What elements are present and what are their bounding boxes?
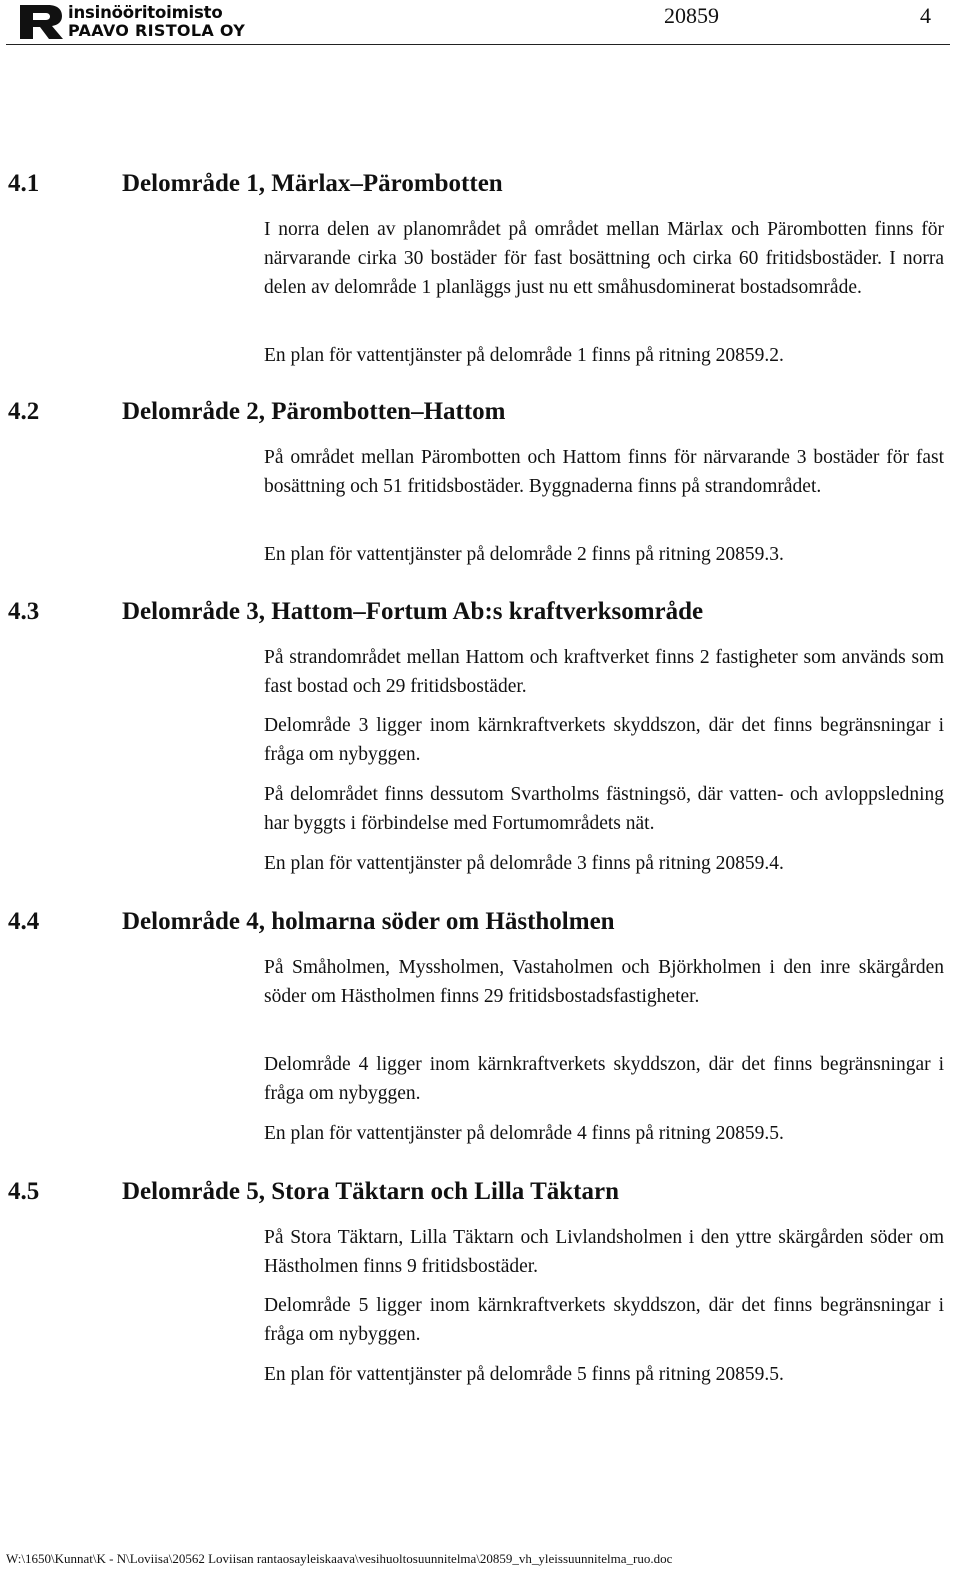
section-number: 4.1 bbox=[8, 170, 40, 197]
paragraph: Delområde 5 ligger inom kärnkraftverkets skyddszon, där det finns begränsningar i fråga om nybyggen. bbox=[264, 1295, 944, 1345]
paragraph: På området mellan Pärombotten och Hattom finns för närvarande 3 bostäder för fast bosättning och 51 fritidsbostäder. Byggnaderna finns på strandområdet. bbox=[264, 447, 944, 497]
section-heading: Delområde 1, Märlax–Pärombotten bbox=[122, 170, 503, 197]
section-number: 4.5 bbox=[8, 1178, 40, 1205]
page-header bbox=[0, 0, 960, 50]
paragraph: En plan för vattentjänster på delområde 1 finns på ritning 20859.2. bbox=[264, 345, 784, 366]
logo-r-mark-icon bbox=[18, 4, 64, 40]
section-heading: Delområde 2, Pärombotten–Hattom bbox=[122, 398, 506, 425]
paragraph: En plan för vattentjänster på delområde 2 finns på ritning 20859.3. bbox=[264, 544, 784, 565]
section-number: 4.4 bbox=[8, 908, 40, 935]
section-heading: Delområde 4, holmarna söder om Hästholmen bbox=[122, 908, 615, 935]
paragraph: På Småholmen, Myssholmen, Vastaholmen och Björkholmen i den inre skärgården söder om Hästholmen finns 29 fritidsbostadsfastigheter. bbox=[264, 957, 944, 1007]
footer-file-path: W:\1650\Kunnat\K - N\Loviisa\20562 Loviisan rantaosayleiskaava\vesihuoltosuunnitelma\20859_vh_yleissuunnitelma_ruo.doc bbox=[6, 1551, 673, 1566]
paragraph: På delområdet finns dessutom Svartholms fästningsö, där vatten- och avloppsledning har byggts i förbindelse med Fortumområdets nät. bbox=[264, 784, 944, 834]
paragraph: En plan för vattentjänster på delområde 3 finns på ritning 20859.4. bbox=[264, 853, 784, 874]
paragraph: Delområde 3 ligger inom kärnkraftverkets skyddszon, där det finns begränsningar i fråga om nybyggen. bbox=[264, 715, 944, 765]
paragraph: Delområde 4 ligger inom kärnkraftverkets skyddszon, där det finns begränsningar i fråga om nybyggen. bbox=[264, 1054, 944, 1104]
section-heading: Delområde 3, Hattom–Fortum Ab:s kraftverksområde bbox=[122, 598, 704, 625]
header-divider bbox=[6, 44, 950, 45]
company-logo bbox=[18, 2, 278, 42]
paragraph: En plan för vattentjänster på delområde 4 finns på ritning 20859.5. bbox=[264, 1123, 784, 1144]
section-number: 4.3 bbox=[8, 598, 40, 625]
document-number: 20859 bbox=[664, 3, 719, 28]
section-number: 4.2 bbox=[8, 398, 40, 425]
paragraph: I norra delen av planområdet på området mellan Märlax och Pärombotten finns för närvarande cirka 30 bostäder för fast bosättning och cirka 60 fritidsbostäder. I norra delen av delområde 1 planläggs just nu ett småhusdominerat bostadsområde. bbox=[264, 219, 944, 298]
page-number: 4 bbox=[920, 3, 931, 28]
paragraph: På strandområdet mellan Hattom och kraftverket finns 2 fastigheter som används som fast bostad och 29 fritidsbostäder. bbox=[264, 647, 944, 697]
section-heading: Delområde 5, Stora Täktarn och Lilla Täktarn bbox=[122, 1178, 620, 1205]
logo-text-line2: PAAVO RISTOLA OY bbox=[68, 21, 246, 40]
paragraph: På Stora Täktarn, Lilla Täktarn och Livlandsholmen i den yttre skärgården söder om Hästholmen finns 9 fritidsbostäder. bbox=[264, 1227, 944, 1277]
paragraph: En plan för vattentjänster på delområde 5 finns på ritning 20859.5. bbox=[264, 1364, 784, 1385]
logo-text-line1: insinööritoimisto bbox=[68, 3, 223, 22]
